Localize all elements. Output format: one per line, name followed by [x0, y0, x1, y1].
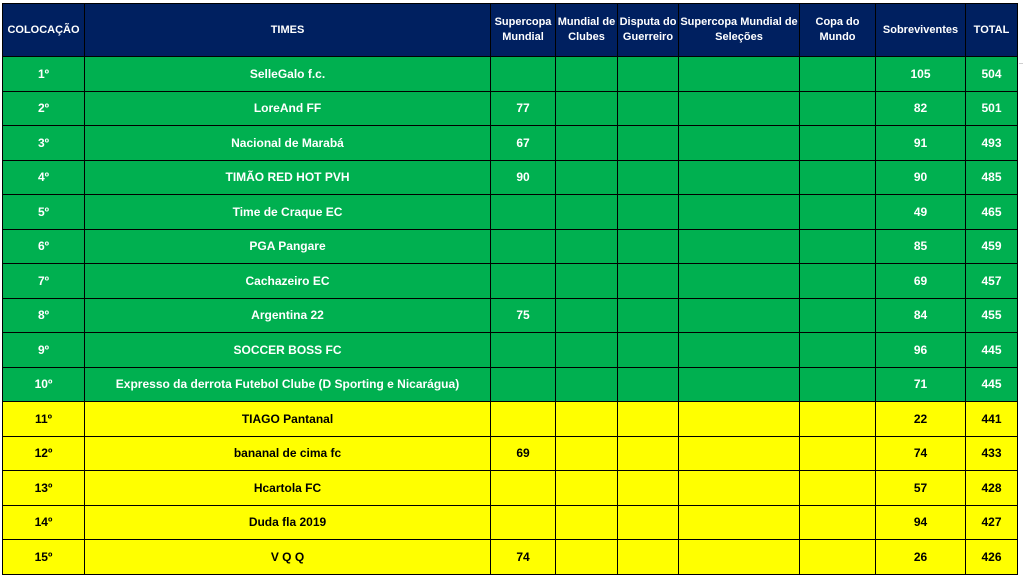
- disputa-guerreiro-cell[interactable]: [618, 264, 679, 299]
- total-cell[interactable]: 465: [966, 195, 1018, 230]
- supercopa-mundial-cell[interactable]: [491, 195, 556, 230]
- supercopa-mundial-cell[interactable]: 67: [491, 126, 556, 161]
- header-copa-mundo[interactable]: Copa do Mundo: [800, 4, 876, 57]
- sobreviventes-cell[interactable]: 82: [876, 91, 966, 126]
- mundial-clubes-cell[interactable]: [556, 540, 618, 575]
- copa-mundo-cell[interactable]: [800, 367, 876, 402]
- position-cell[interactable]: 4º: [3, 160, 85, 195]
- supercopa-mundial-cell[interactable]: 69: [491, 436, 556, 471]
- copa-mundo-cell[interactable]: [800, 264, 876, 299]
- supercopa-selecoes-cell[interactable]: [679, 471, 800, 506]
- position-cell[interactable]: 6º: [3, 229, 85, 264]
- disputa-guerreiro-cell[interactable]: [618, 229, 679, 264]
- team-name-cell[interactable]: Duda fla 2019: [85, 505, 491, 540]
- sobreviventes-cell[interactable]: 71: [876, 367, 966, 402]
- supercopa-mundial-cell[interactable]: 75: [491, 298, 556, 333]
- sobreviventes-cell[interactable]: 85: [876, 229, 966, 264]
- team-name-cell[interactable]: Hcartola FC: [85, 471, 491, 506]
- header-sobreviventes[interactable]: Sobreviventes: [876, 4, 966, 57]
- disputa-guerreiro-cell[interactable]: [618, 57, 679, 92]
- sobreviventes-cell[interactable]: 49: [876, 195, 966, 230]
- disputa-guerreiro-cell[interactable]: [618, 471, 679, 506]
- total-cell[interactable]: 504: [966, 57, 1018, 92]
- table-row: [3, 471, 1018, 506]
- table-row: [3, 402, 1018, 437]
- grid-line: [1019, 63, 1023, 64]
- supercopa-mundial-cell[interactable]: 74: [491, 540, 556, 575]
- total-cell[interactable]: 445: [966, 367, 1018, 402]
- supercopa-mundial-cell[interactable]: [491, 264, 556, 299]
- team-name-cell[interactable]: TIMÃO RED HOT PVH: [85, 160, 491, 195]
- position-cell[interactable]: 1º: [3, 57, 85, 92]
- mundial-clubes-cell[interactable]: [556, 91, 618, 126]
- header-supercopa-mundial[interactable]: Supercopa Mundial: [491, 4, 556, 57]
- supercopa-selecoes-cell[interactable]: [679, 298, 800, 333]
- team-name-cell[interactable]: bananal de cima fc: [85, 436, 491, 471]
- copa-mundo-cell[interactable]: [800, 333, 876, 368]
- position-cell[interactable]: 7º: [3, 264, 85, 299]
- supercopa-selecoes-cell[interactable]: [679, 540, 800, 575]
- supercopa-selecoes-cell[interactable]: [679, 229, 800, 264]
- supercopa-mundial-cell[interactable]: [491, 505, 556, 540]
- position-cell[interactable]: 8º: [3, 298, 85, 333]
- position-cell[interactable]: 15º: [3, 540, 85, 575]
- mundial-clubes-cell[interactable]: [556, 367, 618, 402]
- disputa-guerreiro-cell[interactable]: [618, 91, 679, 126]
- copa-mundo-cell[interactable]: [800, 160, 876, 195]
- mundial-clubes-cell[interactable]: [556, 229, 618, 264]
- table-row: [3, 264, 1018, 299]
- position-cell[interactable]: 3º: [3, 126, 85, 161]
- position-cell[interactable]: 14º: [3, 505, 85, 540]
- team-name-cell[interactable]: SelleGalo f.c.: [85, 57, 491, 92]
- supercopa-mundial-cell[interactable]: 77: [491, 91, 556, 126]
- supercopa-mundial-cell[interactable]: 90: [491, 160, 556, 195]
- total-cell[interactable]: 457: [966, 264, 1018, 299]
- team-name-cell[interactable]: Time de Craque EC: [85, 195, 491, 230]
- total-cell[interactable]: 501: [966, 91, 1018, 126]
- team-name-cell[interactable]: Nacional de Marabá: [85, 126, 491, 161]
- supercopa-selecoes-cell[interactable]: [679, 195, 800, 230]
- total-cell[interactable]: 441: [966, 402, 1018, 437]
- mundial-clubes-cell[interactable]: [556, 126, 618, 161]
- team-name-cell[interactable]: PGA Pangare: [85, 229, 491, 264]
- disputa-guerreiro-cell[interactable]: [618, 126, 679, 161]
- position-cell[interactable]: 2º: [3, 91, 85, 126]
- table-row: [3, 540, 1018, 575]
- supercopa-selecoes-cell[interactable]: [679, 57, 800, 92]
- disputa-guerreiro-cell[interactable]: [618, 402, 679, 437]
- sobreviventes-cell[interactable]: 96: [876, 333, 966, 368]
- copa-mundo-cell[interactable]: [800, 505, 876, 540]
- mundial-clubes-cell[interactable]: [556, 160, 618, 195]
- supercopa-selecoes-cell[interactable]: [679, 264, 800, 299]
- supercopa-mundial-cell[interactable]: [491, 333, 556, 368]
- mundial-clubes-cell[interactable]: [556, 436, 618, 471]
- sobreviventes-cell[interactable]: 105: [876, 57, 966, 92]
- total-cell[interactable]: 493: [966, 126, 1018, 161]
- table-row: [3, 333, 1018, 368]
- team-name-cell[interactable]: TIAGO Pantanal: [85, 402, 491, 437]
- mundial-clubes-cell[interactable]: [556, 333, 618, 368]
- copa-mundo-cell[interactable]: [800, 126, 876, 161]
- mundial-clubes-cell[interactable]: [556, 298, 618, 333]
- header-total[interactable]: TOTAL: [966, 4, 1018, 57]
- sobreviventes-cell[interactable]: 69: [876, 264, 966, 299]
- table-row: [3, 436, 1018, 471]
- mundial-clubes-cell[interactable]: [556, 471, 618, 506]
- table-row: [3, 229, 1018, 264]
- mundial-clubes-cell[interactable]: [556, 264, 618, 299]
- total-cell[interactable]: 426: [966, 540, 1018, 575]
- total-cell[interactable]: 459: [966, 229, 1018, 264]
- supercopa-mundial-cell[interactable]: [491, 402, 556, 437]
- disputa-guerreiro-cell[interactable]: [618, 367, 679, 402]
- total-cell[interactable]: 428: [966, 471, 1018, 506]
- disputa-guerreiro-cell[interactable]: [618, 505, 679, 540]
- header-times[interactable]: TIMES: [85, 4, 491, 57]
- total-cell[interactable]: 427: [966, 505, 1018, 540]
- supercopa-mundial-cell[interactable]: [491, 367, 556, 402]
- copa-mundo-cell[interactable]: [800, 57, 876, 92]
- position-cell[interactable]: 12º: [3, 436, 85, 471]
- header-colocacao[interactable]: COLOCAÇÃO: [3, 4, 85, 57]
- total-cell[interactable]: 445: [966, 333, 1018, 368]
- supercopa-selecoes-cell[interactable]: [679, 91, 800, 126]
- disputa-guerreiro-cell[interactable]: [618, 195, 679, 230]
- team-name-cell[interactable]: SOCCER BOSS FC: [85, 333, 491, 368]
- sobreviventes-cell[interactable]: 74: [876, 436, 966, 471]
- supercopa-selecoes-cell[interactable]: [679, 126, 800, 161]
- supercopa-mundial-cell[interactable]: [491, 229, 556, 264]
- copa-mundo-cell[interactable]: [800, 229, 876, 264]
- supercopa-selecoes-cell[interactable]: [679, 505, 800, 540]
- copa-mundo-cell[interactable]: [800, 540, 876, 575]
- copa-mundo-cell[interactable]: [800, 91, 876, 126]
- total-cell[interactable]: 485: [966, 160, 1018, 195]
- table-row: [3, 57, 1018, 92]
- table-row: [3, 505, 1018, 540]
- table-row: [3, 195, 1018, 230]
- team-name-cell[interactable]: V Q Q: [85, 540, 491, 575]
- sobreviventes-cell[interactable]: 90: [876, 160, 966, 195]
- table-row: [3, 367, 1018, 402]
- header-supercopa-selecoes[interactable]: Supercopa Mundial de Seleções: [679, 4, 800, 57]
- table-body: [3, 57, 1018, 575]
- copa-mundo-cell[interactable]: [800, 402, 876, 437]
- disputa-guerreiro-cell[interactable]: [618, 298, 679, 333]
- supercopa-selecoes-cell[interactable]: [679, 402, 800, 437]
- team-name-cell[interactable]: Expresso da derrota Futebol Clube (D Sporting e Nicarágua): [85, 367, 491, 402]
- header-mundial-clubes[interactable]: Mundial de Clubes: [556, 4, 618, 57]
- copa-mundo-cell[interactable]: [800, 298, 876, 333]
- standings-table: [2, 3, 1018, 575]
- supercopa-selecoes-cell[interactable]: [679, 367, 800, 402]
- supercopa-selecoes-cell[interactable]: [679, 160, 800, 195]
- disputa-guerreiro-cell[interactable]: [618, 436, 679, 471]
- total-cell[interactable]: 455: [966, 298, 1018, 333]
- supercopa-mundial-cell[interactable]: [491, 471, 556, 506]
- position-cell[interactable]: 10º: [3, 367, 85, 402]
- copa-mundo-cell[interactable]: [800, 471, 876, 506]
- header-disputa-guerreiro[interactable]: Disputa do Guerreiro: [618, 4, 679, 57]
- supercopa-mundial-cell[interactable]: [491, 57, 556, 92]
- table-row: [3, 160, 1018, 195]
- sobreviventes-cell[interactable]: 57: [876, 471, 966, 506]
- team-name-cell[interactable]: LoreAnd FF: [85, 91, 491, 126]
- disputa-guerreiro-cell[interactable]: [618, 333, 679, 368]
- position-cell[interactable]: 13º: [3, 471, 85, 506]
- position-cell[interactable]: 11º: [3, 402, 85, 437]
- sobreviventes-cell[interactable]: 26: [876, 540, 966, 575]
- sobreviventes-cell[interactable]: 91: [876, 126, 966, 161]
- position-cell[interactable]: 5º: [3, 195, 85, 230]
- disputa-guerreiro-cell[interactable]: [618, 160, 679, 195]
- sobreviventes-cell[interactable]: 22: [876, 402, 966, 437]
- disputa-guerreiro-cell[interactable]: [618, 540, 679, 575]
- mundial-clubes-cell[interactable]: [556, 57, 618, 92]
- sobreviventes-cell[interactable]: 84: [876, 298, 966, 333]
- position-cell[interactable]: 9º: [3, 333, 85, 368]
- supercopa-selecoes-cell[interactable]: [679, 436, 800, 471]
- header-row: [3, 4, 1018, 57]
- table-row: [3, 126, 1018, 161]
- total-cell[interactable]: 433: [966, 436, 1018, 471]
- table-row: [3, 91, 1018, 126]
- table-row: [3, 298, 1018, 333]
- team-name-cell[interactable]: Argentina 22: [85, 298, 491, 333]
- copa-mundo-cell[interactable]: [800, 436, 876, 471]
- team-name-cell[interactable]: Cachazeiro EC: [85, 264, 491, 299]
- supercopa-selecoes-cell[interactable]: [679, 333, 800, 368]
- mundial-clubes-cell[interactable]: [556, 195, 618, 230]
- mundial-clubes-cell[interactable]: [556, 505, 618, 540]
- copa-mundo-cell[interactable]: [800, 195, 876, 230]
- sobreviventes-cell[interactable]: 94: [876, 505, 966, 540]
- mundial-clubes-cell[interactable]: [556, 402, 618, 437]
